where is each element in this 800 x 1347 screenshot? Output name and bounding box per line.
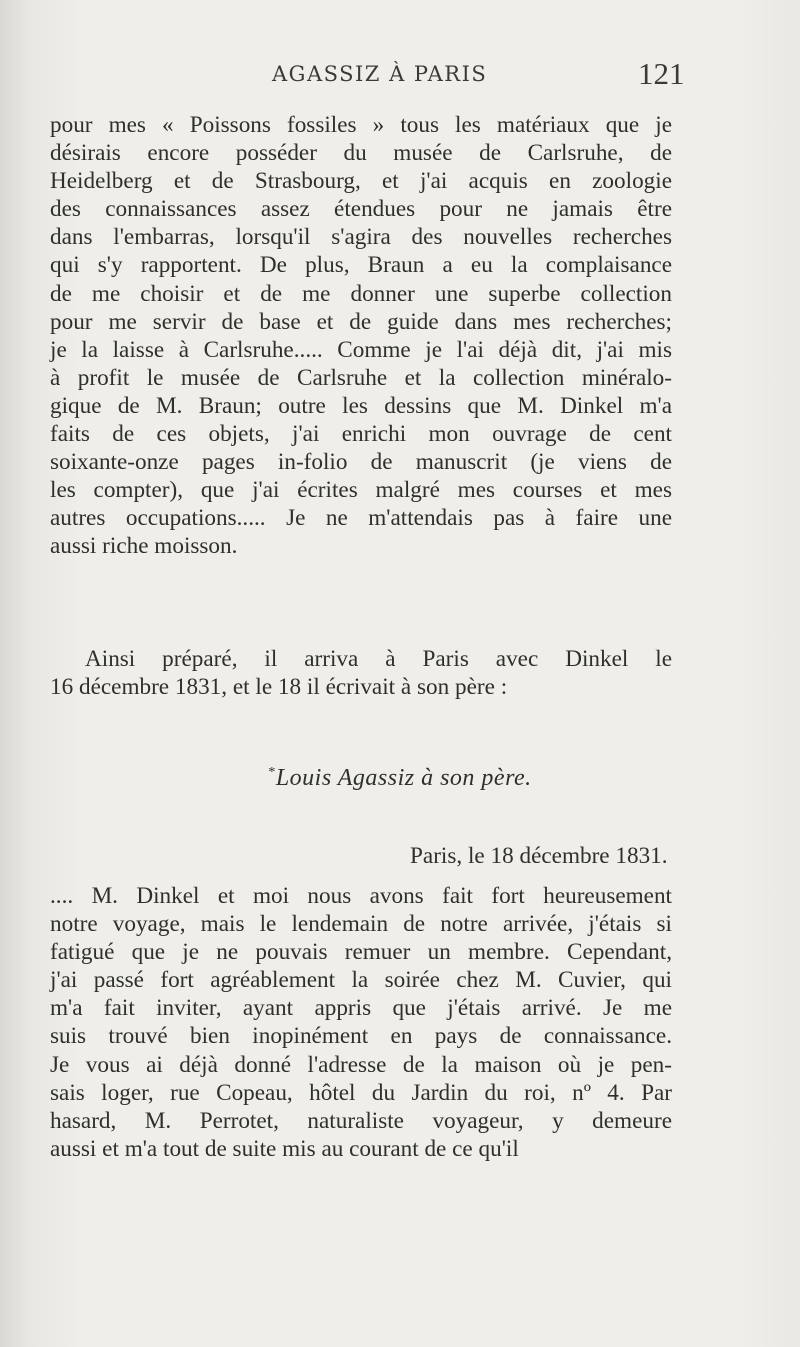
paragraph-2 xyxy=(50,645,672,701)
letter-heading-text: Louis Agassiz à son père. xyxy=(275,765,532,791)
text-line: Je vous ai déjà donné l'adresse de la maison où je pen- xyxy=(50,1051,672,1078)
text-line: Ainsi préparé, il arriva à Paris avec Dinkel le xyxy=(85,646,672,672)
text-line: notre voyage, mais le lendemain de notre arrivée, j'étais si xyxy=(50,911,672,938)
text-line: j'ai passé fort agréablement la soirée chez M. Cuvier, qui xyxy=(50,967,672,994)
text-line: désirais encore posséder du musée de Carlsruhe, de xyxy=(50,140,672,167)
text-line: pour me servir de base et de guide dans mes recherches; xyxy=(50,308,672,335)
text-line: les compter), que j'ai écrites malgré mes courses et mes xyxy=(50,477,672,504)
text-line: sais loger, rue Copeau, hôtel du Jardin du roi, nº 4. Par xyxy=(50,1079,672,1106)
text-line: autres occupations..... Je ne m'attendais pas à faire une xyxy=(50,505,672,532)
letter-dateline: Paris, le 18 décembre 1831. xyxy=(410,843,668,869)
text-line: hasard, M. Perrotet, naturaliste voyageur, y demeure xyxy=(50,1107,672,1134)
text-line: 16 décembre 1831, et le 18 il écrivait à son père : xyxy=(50,674,508,701)
text-line: fatigué que je ne pouvais remuer un membre. Cependant, xyxy=(50,939,672,966)
text-line: des connaissances assez étendues pour ne jamais être xyxy=(50,196,672,223)
text-line: je la laisse à Carlsruhe..... Comme je l'ai déjà dit, j'ai mis xyxy=(50,336,672,363)
text-line: aussi et m'a tout de suite mis au courant de ce qu'il xyxy=(50,1135,519,1162)
text-line: gique de M. Braun; outre les dessins que M. Dinkel m'a xyxy=(50,392,672,419)
page-number: 121 xyxy=(638,56,685,91)
letter-heading xyxy=(0,765,800,792)
text-line: .... M. Dinkel et moi nous avons fait fort heureusement xyxy=(50,883,672,909)
page-header xyxy=(0,56,800,96)
text-line: de me choisir et de me donner une superbe collection xyxy=(50,280,672,307)
footnote-marker: * xyxy=(268,765,276,780)
running-title: AGASSIZ À PARIS xyxy=(272,62,488,86)
text-line: pour mes « Poissons fossiles » tous les matériaux que je xyxy=(50,112,672,138)
text-line: dans l'embarras, lorsqu'il s'agira des nouvelles recherches xyxy=(50,224,672,251)
text-line: faits de ces objets, j'ai enrichi mon ouvrage de cent xyxy=(50,421,672,448)
text-line: qui s'y rapportent. De plus, Braun a eu la complaisance xyxy=(50,252,672,279)
text-line: Heidelberg et de Strasbourg, et j'ai acquis en zoologie xyxy=(50,168,672,195)
text-line: soixante-onze pages in-folio de manuscrit (je viens de xyxy=(50,449,672,476)
text-line: m'a fait inviter, ayant appris que j'étais arrivé. Je me xyxy=(50,995,672,1022)
paragraph-1 xyxy=(50,111,672,561)
paragraph-3 xyxy=(50,882,672,1163)
text-line: à profit le musée de Carlsruhe et la collection minéralo- xyxy=(50,364,672,391)
text-line: aussi riche moisson. xyxy=(50,533,238,560)
text-line: suis trouvé bien inopinément en pays de connaissance. xyxy=(50,1023,672,1050)
